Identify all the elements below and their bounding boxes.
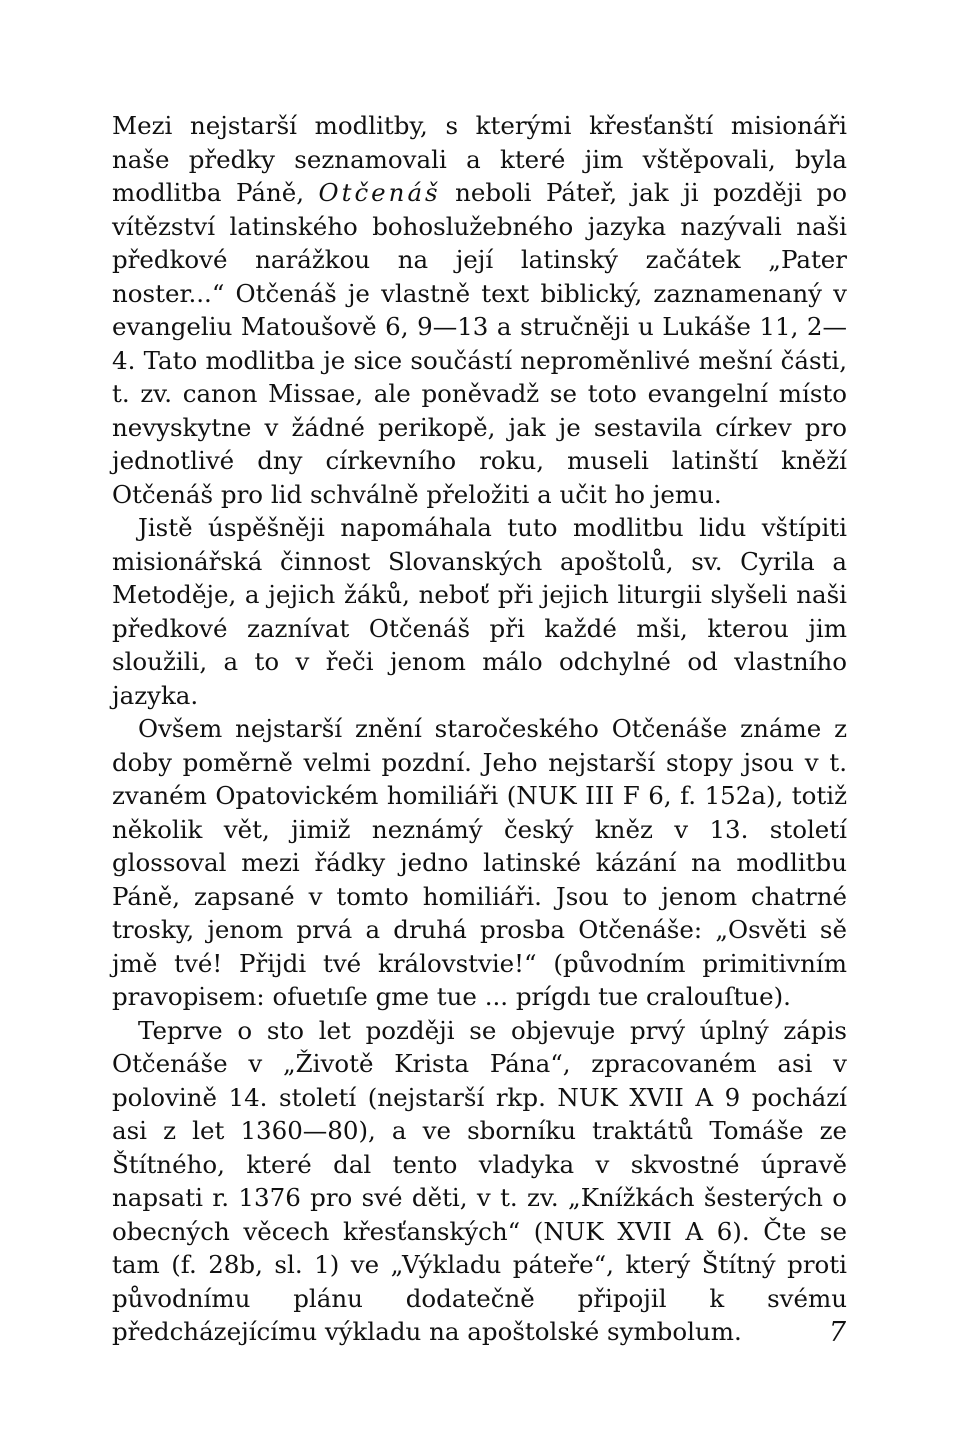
paragraph-1 — [112, 109, 847, 511]
paragraph-3 — [112, 712, 847, 1014]
paragraph-4 — [112, 1014, 847, 1349]
paragraph-3-text: Ovšem nejstarší znění staročeského Otčenáše známe z doby poměrně velmi pozdní. Jeho nejstarší stopy jsou v t. zvaném Opatovickém homiliáři (NUK III F 6, f. 152a), totiž několik vět, jimiž neznámý český kněz v 13. století glossoval mezi řádky jedno latinské kázání na modlitbu Páně, zapsané v tomto homiliáři. Jsou to jenom chatrné trosky, jenom prvá a druhá prosba Otčenáše: „Osvěti sě jmě tvé! Přijdi tvé královstvie!“ (původním primitivním pravopisem: ofuetıſe gme tue ... prígdı tue cralouſtue). — [112, 714, 847, 1011]
paragraph-1-segment-1: Mezi nejstarší modlitby, s kterými křesťanští misionáři naše předky seznamovali a které jim vštěpovali, byla modlitba Páně, — [112, 111, 847, 207]
paragraph-2-text: Jistě úspěšněji napomáhala tuto modlitbu lidu vštípiti misionářská činnost Slovanských apoštolů, sv. Cyrila a Metoděje, a jejich žáků, neboť při jejich liturgii slyšeli naši předkové zaznívat Otčenáš při každé mši, kterou jim sloužili, a to v řeči jenom málo odchylné od vlastního jazyka. — [112, 513, 847, 710]
paragraph-2 — [112, 511, 847, 712]
paragraph-4-text: Teprve o sto let později se objevuje prvý úplný zápis Otčenáše v „Životě Krista Pána“, zpracovaném asi v polovině 14. století (nejstarší rkp. NUK XVII A 9 pochází asi z let 1360—80), a ve sborníku traktátů Tomáše ze Štítného, které dal tento vladyka v skvostné úpravě napsati r. 1376 pro své děti, v t. zv. „Knížkách šesterých o obecných věcech křesťanských“ (NUK XVII A 6). Čte se tam (f. 28b, sl. 1) ve „Výkladu páteře“, který Štítný proti původnímu plánu dodatečně připojil k svému předcházejícímu výkladu na apoštolské symbolum. — [112, 1015, 847, 1346]
paragraph-1-segment-3: neboli Páteř, jak ji později po vítězství latinského bohoslužebného jazyka nazývali naši předkové narážkou na její latinský začátek „Pater noster...“ Otčenáš je vlastně text biblický, zaznamenaný v evangeliu Matoušově 6, 9—13 a stručněji u Lukáše 11, 2—4. Tato modlitba je sice součástí neproměnlivé mešní části, t. zv. canon Missae, ale poněvadž se toto evangelní místo nevyskytne v žádné perikopě, jak je sestavila církev pro jednotlivé dny církevního roku, museli latinští kněží Otčenáš pro lid schválně přeložiti a učit ho jemu. — [112, 178, 847, 509]
emphasized-word-otcenas: Otčenáš — [318, 178, 441, 207]
page-number: 7 — [828, 1317, 846, 1348]
body-text — [112, 109, 847, 1349]
